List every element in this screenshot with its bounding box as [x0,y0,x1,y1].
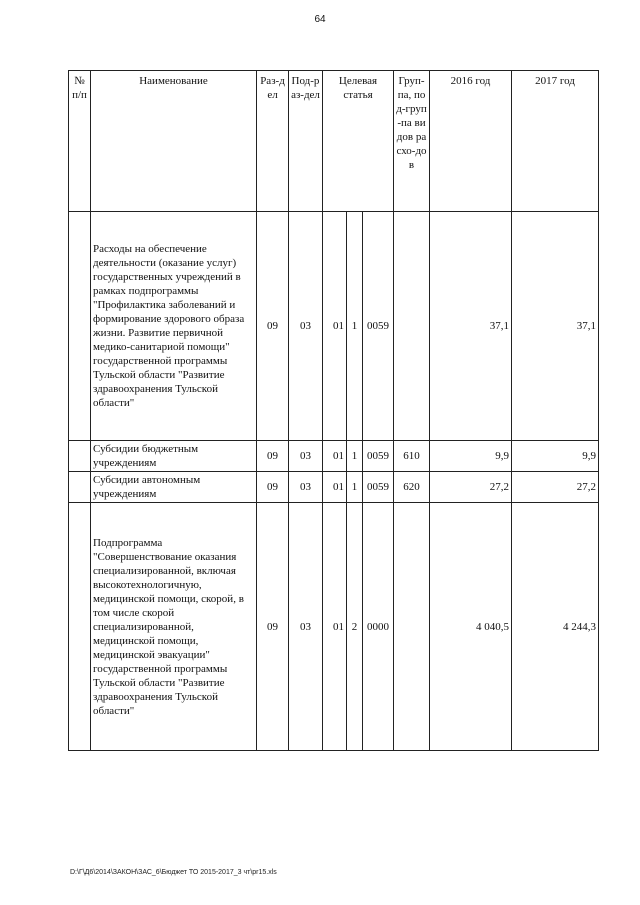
budget-table [68,70,599,751]
row-razdel: 09 [257,472,289,503]
row-2017: 4 244,3 [512,503,599,751]
row-2017: 9,9 [512,441,599,472]
row-podrazdel: 03 [289,503,323,751]
row-podrazdel: 03 [289,212,323,441]
header-celevaya: Целевая статья [323,71,394,212]
footer-file-path: D:\Г\Д6\2014\ЗАКОН\ЗАС_6\Бюджет ТО 2015-2017_3 чт\pr15.xls [70,869,277,876]
table-row [69,472,599,503]
header-name: Наименование [91,71,257,212]
row-razdel: 09 [257,503,289,751]
row-name: Подпрограмма "Совершенствование оказания специализированной, включая высокотехнологичную, медицинской помощи, скорой, в том числе скорой специализированной, медицинской помощи, медицинской эвакуации" государственной программы Тульской области "Развитие здравоохранения Тульской области" [91,503,257,751]
row-cs3: 0059 [363,441,394,472]
row-cs2: 2 [347,503,363,751]
header-razdel: Раз-дел [257,71,289,212]
row-2017: 27,2 [512,472,599,503]
row-podrazdel: 03 [289,472,323,503]
row-2016: 4 040,5 [430,503,512,751]
row-cs1: 01 [323,441,347,472]
row-vid [394,212,430,441]
row-cs3: 0059 [363,472,394,503]
page-number: 64 [314,14,326,25]
row-cs2: 1 [347,212,363,441]
header-num: № п/п [69,71,91,212]
row-name: Расходы на обеспечение деятельности (оказание услуг) государственных учреждений в рамках подпрограммы "Профилактика заболеваний и формирование здорового образа жизни. Развитие первичной медико-санитариой помощи" государственной программы Тульской области "Развитие здравоохранения Тульской области" [91,212,257,441]
row-vid: 610 [394,441,430,472]
row-vid: 620 [394,472,430,503]
row-cs2: 1 [347,472,363,503]
row-2017: 37,1 [512,212,599,441]
row-cs1: 01 [323,212,347,441]
row-name: Субсидии автономным учреждениям [91,472,257,503]
header-podrazdel: Под-раз-дел [289,71,323,212]
row-cs2: 1 [347,441,363,472]
row-vid [394,503,430,751]
row-cs3: 0000 [363,503,394,751]
header-2016: 2016 год [430,71,512,212]
header-2017: 2017 год [512,71,599,212]
row-cs1: 01 [323,503,347,751]
table-row [69,212,599,441]
row-podrazdel: 03 [289,441,323,472]
table-header-row [69,71,599,212]
row-cs3: 0059 [363,212,394,441]
row-2016: 9,9 [430,441,512,472]
header-gruppa: Груп-па, под-груп-па видов расхо-дов [394,71,430,212]
table-row [69,503,599,751]
row-name: Субсидии бюджетным учреждениям [91,441,257,472]
row-razdel: 09 [257,212,289,441]
row-razdel: 09 [257,441,289,472]
row-2016: 27,2 [430,472,512,503]
table-row [69,441,599,472]
row-cs1: 01 [323,472,347,503]
row-2016: 37,1 [430,212,512,441]
